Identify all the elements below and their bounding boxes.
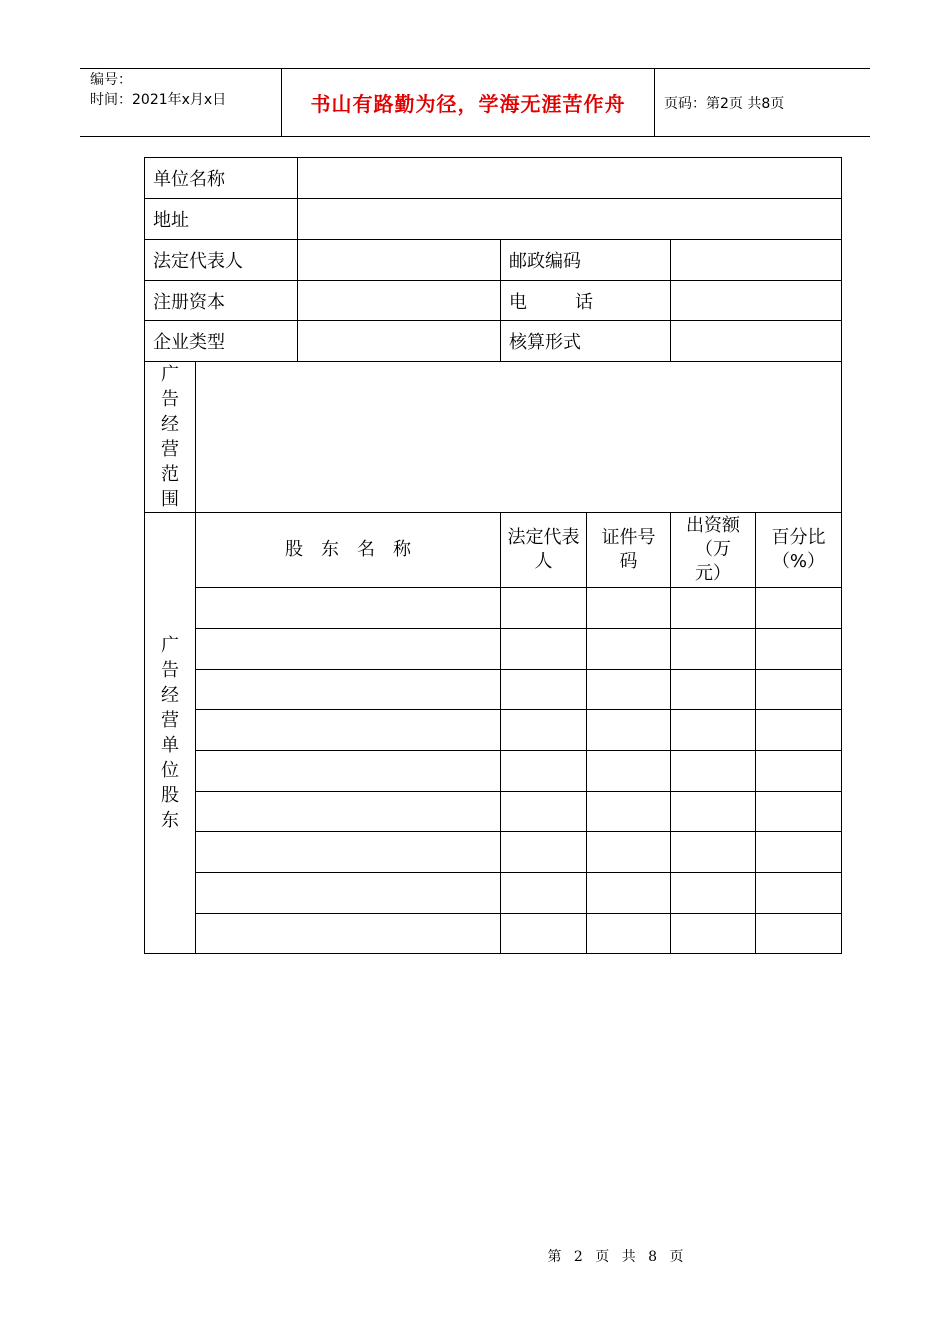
investment-cell[interactable] (671, 629, 756, 670)
document-time-label: 时间：2021年x月x日 (90, 92, 227, 108)
legal-rep-field[interactable] (298, 240, 501, 281)
table-row (145, 873, 842, 914)
header-left-block (90, 70, 226, 110)
legal-rep-cell[interactable] (501, 710, 587, 751)
table-row (145, 588, 842, 629)
shareholder-name-cell[interactable] (196, 792, 501, 832)
investment-cell[interactable] (671, 873, 756, 914)
phone-label: 电话 (509, 291, 641, 313)
shareholder-name-cell[interactable] (196, 670, 501, 710)
accounting-field[interactable] (671, 321, 842, 362)
header-bottom-rule (80, 136, 870, 137)
postcode-label: 邮政编码 (501, 240, 671, 281)
id-number-cell[interactable] (587, 751, 671, 792)
legal-rep-cell[interactable] (501, 751, 587, 792)
row-ad-scope (145, 362, 842, 513)
shareholders-section-label-cell (145, 513, 196, 954)
shareholders-header-row (145, 513, 842, 588)
shareholder-name-cell[interactable] (196, 873, 501, 914)
percentage-cell[interactable] (756, 832, 842, 873)
address-label: 地址 (145, 199, 298, 240)
shareholder-name-cell[interactable] (196, 588, 501, 629)
table-row (145, 792, 842, 832)
percentage-cell[interactable] (756, 629, 842, 670)
percentage-cell[interactable] (756, 792, 842, 832)
id-number-cell[interactable] (587, 670, 671, 710)
table-row (145, 629, 842, 670)
legal-rep-cell[interactable] (501, 914, 587, 954)
reg-capital-label: 注册资本 (145, 281, 298, 321)
percentage-cell[interactable] (756, 914, 842, 954)
investment-cell[interactable] (671, 710, 756, 751)
registration-form (144, 157, 842, 954)
accounting-label: 核算形式 (501, 321, 671, 362)
legal-rep-cell[interactable] (501, 832, 587, 873)
id-number-cell[interactable] (587, 588, 671, 629)
id-number-cell[interactable] (587, 792, 671, 832)
table-row (145, 914, 842, 954)
row-address (145, 199, 842, 240)
shareholder-name-cell[interactable] (196, 914, 501, 954)
investment-cell[interactable] (671, 792, 756, 832)
shareholder-name-cell[interactable] (196, 710, 501, 751)
percentage-cell[interactable] (756, 588, 842, 629)
col-investment: 出资额（万元） (671, 513, 756, 588)
id-number-cell[interactable] (587, 914, 671, 954)
investment-cell[interactable] (671, 832, 756, 873)
shareholder-name-cell[interactable] (196, 751, 501, 792)
legal-rep-cell[interactable] (501, 629, 587, 670)
enterprise-type-field[interactable] (298, 321, 501, 362)
percentage-cell[interactable] (756, 710, 842, 751)
row-enterprise-type (145, 321, 842, 362)
phone-label-cell (501, 281, 671, 321)
table-row (145, 832, 842, 873)
page-footer (0, 1246, 950, 1266)
row-legal-rep (145, 240, 842, 281)
col-percentage: 百分比（%） (756, 513, 842, 588)
table-row (145, 751, 842, 792)
id-number-cell[interactable] (587, 710, 671, 751)
shareholder-name-cell[interactable] (196, 832, 501, 873)
id-number-cell[interactable] (587, 832, 671, 873)
col-id-number: 证件号码 (587, 513, 671, 588)
legal-rep-cell[interactable] (501, 670, 587, 710)
row-unit-name (145, 158, 842, 199)
investment-cell[interactable] (671, 914, 756, 954)
investment-cell[interactable] (671, 751, 756, 792)
id-number-cell[interactable] (587, 873, 671, 914)
col-legal-rep: 法定代表人 (501, 513, 587, 588)
header-motto: 书山有路勤为径，学海无涯苦作舟 (310, 91, 626, 116)
row-reg-capital (145, 281, 842, 321)
percentage-cell[interactable] (756, 873, 842, 914)
legal-rep-cell[interactable] (501, 792, 587, 832)
unit-name-field[interactable] (298, 158, 842, 199)
postcode-field[interactable] (671, 240, 842, 281)
header-page-info: 页码：第2页 共8页 (664, 96, 785, 112)
shareholders-section-label: 广告经营单位股东 (161, 635, 179, 831)
table-row (145, 710, 842, 751)
investment-cell[interactable] (671, 588, 756, 629)
ad-scope-label-cell (145, 362, 196, 513)
percentage-cell[interactable] (756, 751, 842, 792)
enterprise-type-label: 企业类型 (145, 321, 298, 362)
document-number-label: 编号： (90, 72, 132, 88)
shareholder-name-cell[interactable] (196, 629, 501, 670)
header-divider-2 (654, 68, 655, 136)
legal-rep-label: 法定代表人 (145, 240, 298, 281)
legal-rep-cell[interactable] (501, 588, 587, 629)
table-row (145, 670, 842, 710)
phone-field[interactable] (671, 281, 842, 321)
col-shareholder-name: 股东名称 (196, 513, 501, 588)
id-number-cell[interactable] (587, 629, 671, 670)
ad-scope-field[interactable] (196, 362, 842, 513)
reg-capital-field[interactable] (298, 281, 501, 321)
legal-rep-cell[interactable] (501, 873, 587, 914)
investment-cell[interactable] (671, 670, 756, 710)
unit-name-label: 单位名称 (145, 158, 298, 199)
address-field[interactable] (298, 199, 842, 240)
percentage-cell[interactable] (756, 670, 842, 710)
ad-scope-label: 广告经营范围 (161, 364, 179, 510)
footer-page-number: 第 2 页 共 8 页 (547, 1249, 688, 1265)
